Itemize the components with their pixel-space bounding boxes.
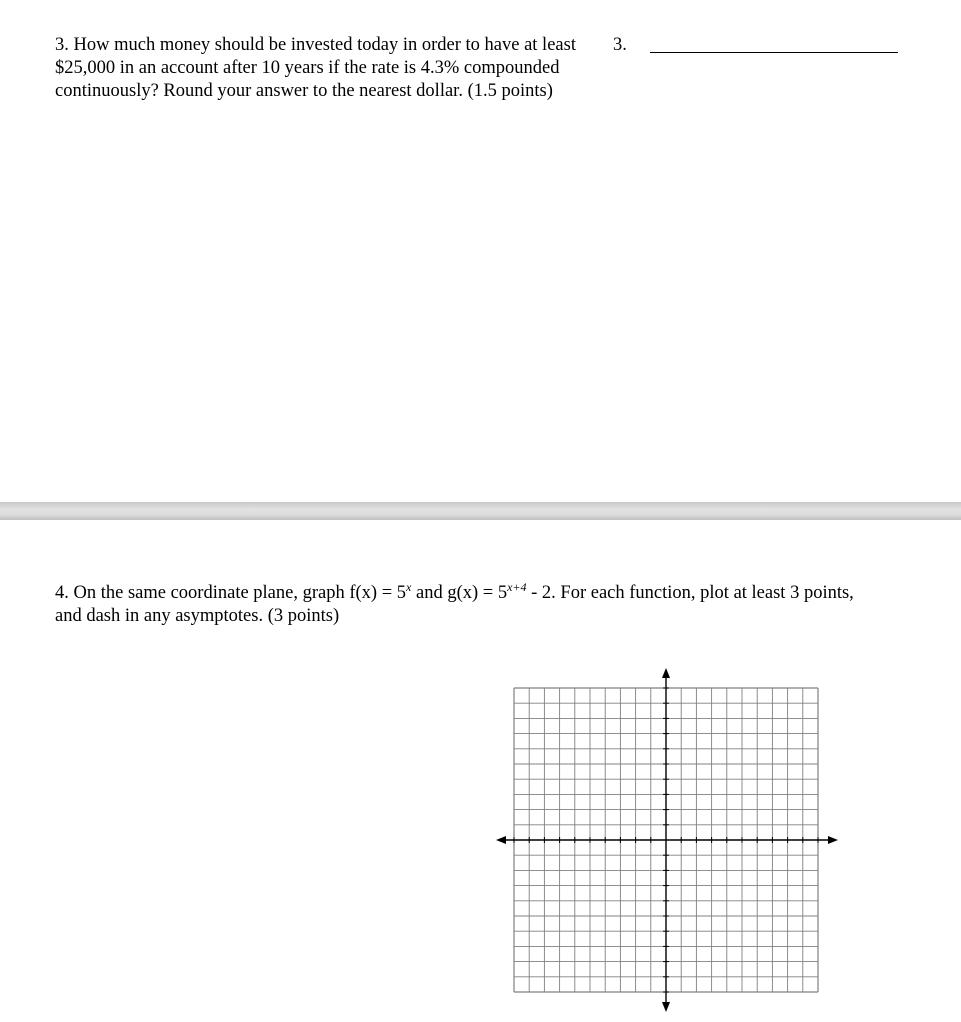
q4-middle: and g(x) = 5 <box>411 583 508 603</box>
question-4-line-2: and dash in any asymptotes. (3 points) <box>55 606 340 626</box>
f-exponent: x <box>406 579 412 594</box>
question-4-line-1 <box>55 579 935 605</box>
x-axis-arrow-left <box>496 836 506 844</box>
coordinate-grid[interactable] <box>496 668 841 1013</box>
y-axis-arrow-down <box>662 1002 670 1012</box>
question-3-line-1: 3. How much money should be invested today in order to have at least <box>55 35 576 55</box>
question-3-line-3: continuously? Round your answer to the nearest dollar. (1.5 points) <box>55 81 553 101</box>
q4-prefix: 4. On the same coordinate plane, graph f(x) = 5 <box>55 583 407 603</box>
question-3 <box>55 34 655 103</box>
question-3-line-2: $25,000 in an account after 10 years if the rate is 4.3% compounded <box>55 58 560 78</box>
x-axis-arrow-right <box>828 836 838 844</box>
page-separator <box>0 502 961 520</box>
coordinate-plane[interactable] <box>496 668 841 1018</box>
question-4 <box>55 579 935 628</box>
answer-label-3: 3. <box>613 35 627 55</box>
g-exponent: x+4 <box>507 579 527 594</box>
q4-suffix: - 2. For each function, plot at least 3 points, <box>526 583 854 603</box>
answer-blank-3[interactable] <box>650 52 898 53</box>
y-axis-arrow-up <box>662 668 670 678</box>
